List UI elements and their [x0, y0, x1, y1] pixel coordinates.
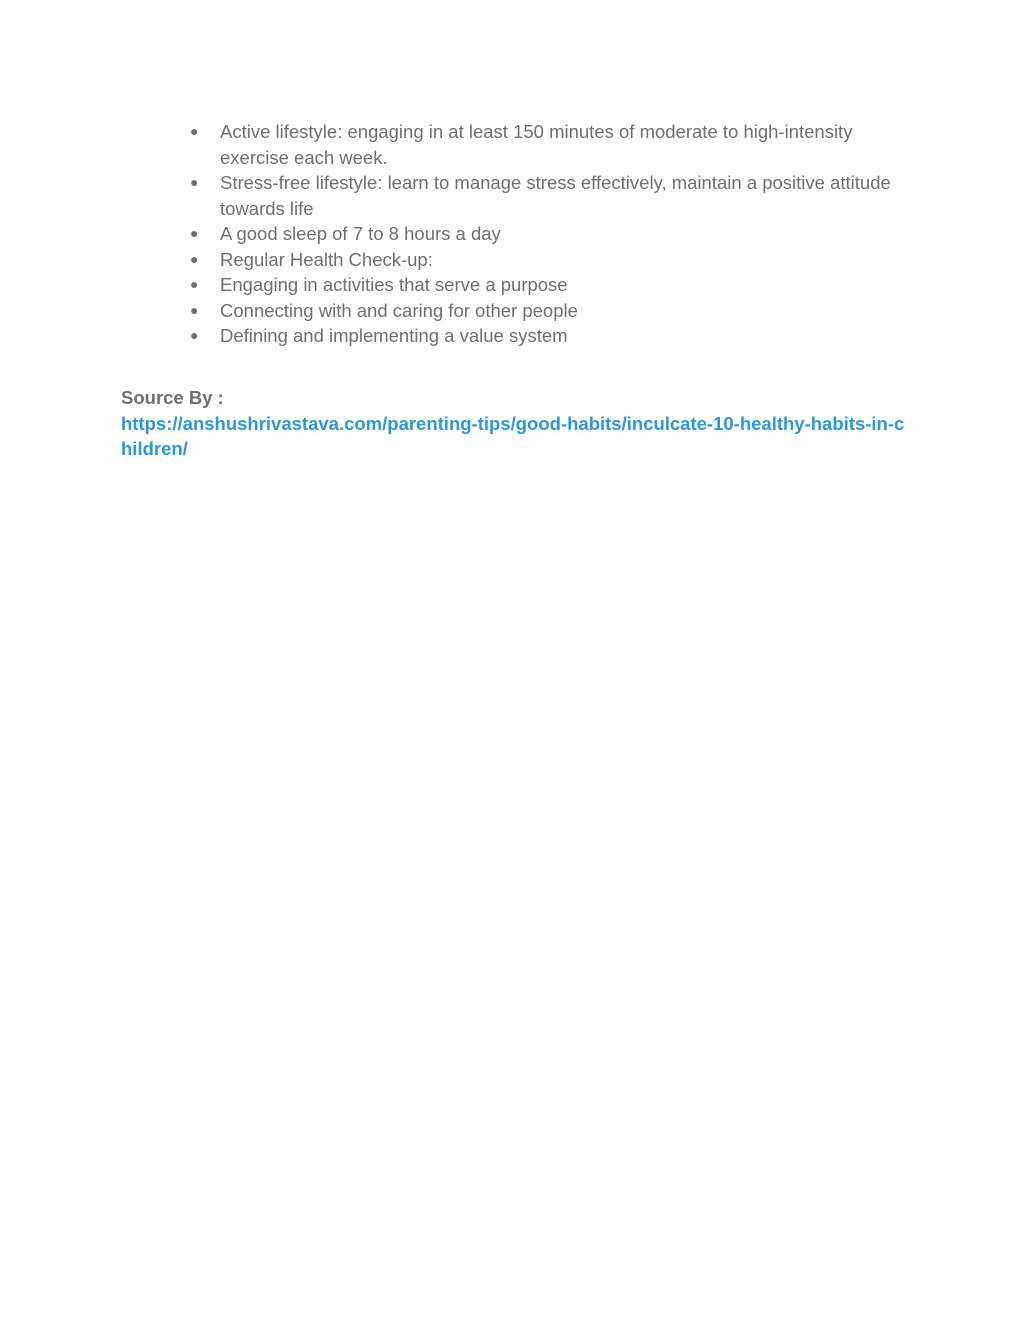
list-item [186, 272, 906, 298]
bullet-icon: ● [190, 301, 199, 318]
list-item [186, 298, 906, 324]
list-item-text: Stress-free lifestyle: learn to manage stress effectively, maintain a positive attitude towards life [220, 172, 891, 219]
bullet-icon: ● [190, 250, 199, 267]
bullet-icon: ● [190, 225, 199, 241]
list-item [186, 170, 906, 221]
list-item [186, 323, 906, 349]
bullet-icon: ● [190, 174, 199, 190]
bullet-icon: ● [190, 276, 199, 292]
bullet-icon: ● [190, 123, 199, 139]
bullet-icon: ● [190, 327, 199, 343]
list-item-text: Engaging in activities that serve a purpose [220, 274, 568, 295]
list-item-text: Active lifestyle: engaging in at least 150 minutes of moderate to high-intensity exercise each week. [220, 121, 853, 168]
source-section [121, 385, 921, 462]
list-item-text: Regular Health Check-up: [220, 248, 433, 270]
habits-bullet-list [186, 119, 906, 349]
list-item [186, 119, 906, 170]
list-item-text: Defining and implementing a value system [220, 325, 568, 346]
list-item [186, 221, 906, 247]
list-item-text: A good sleep of 7 to 8 hours a day [220, 223, 501, 244]
list-item-text: Connecting with and caring for other people [220, 299, 578, 321]
source-label: Source By : [121, 387, 224, 408]
source-link[interactable]: https://anshushrivastava.com/parenting-tips/good-habits/inculcate-10-healthy-habits-in-children/ [121, 412, 905, 459]
list-item [186, 247, 906, 273]
